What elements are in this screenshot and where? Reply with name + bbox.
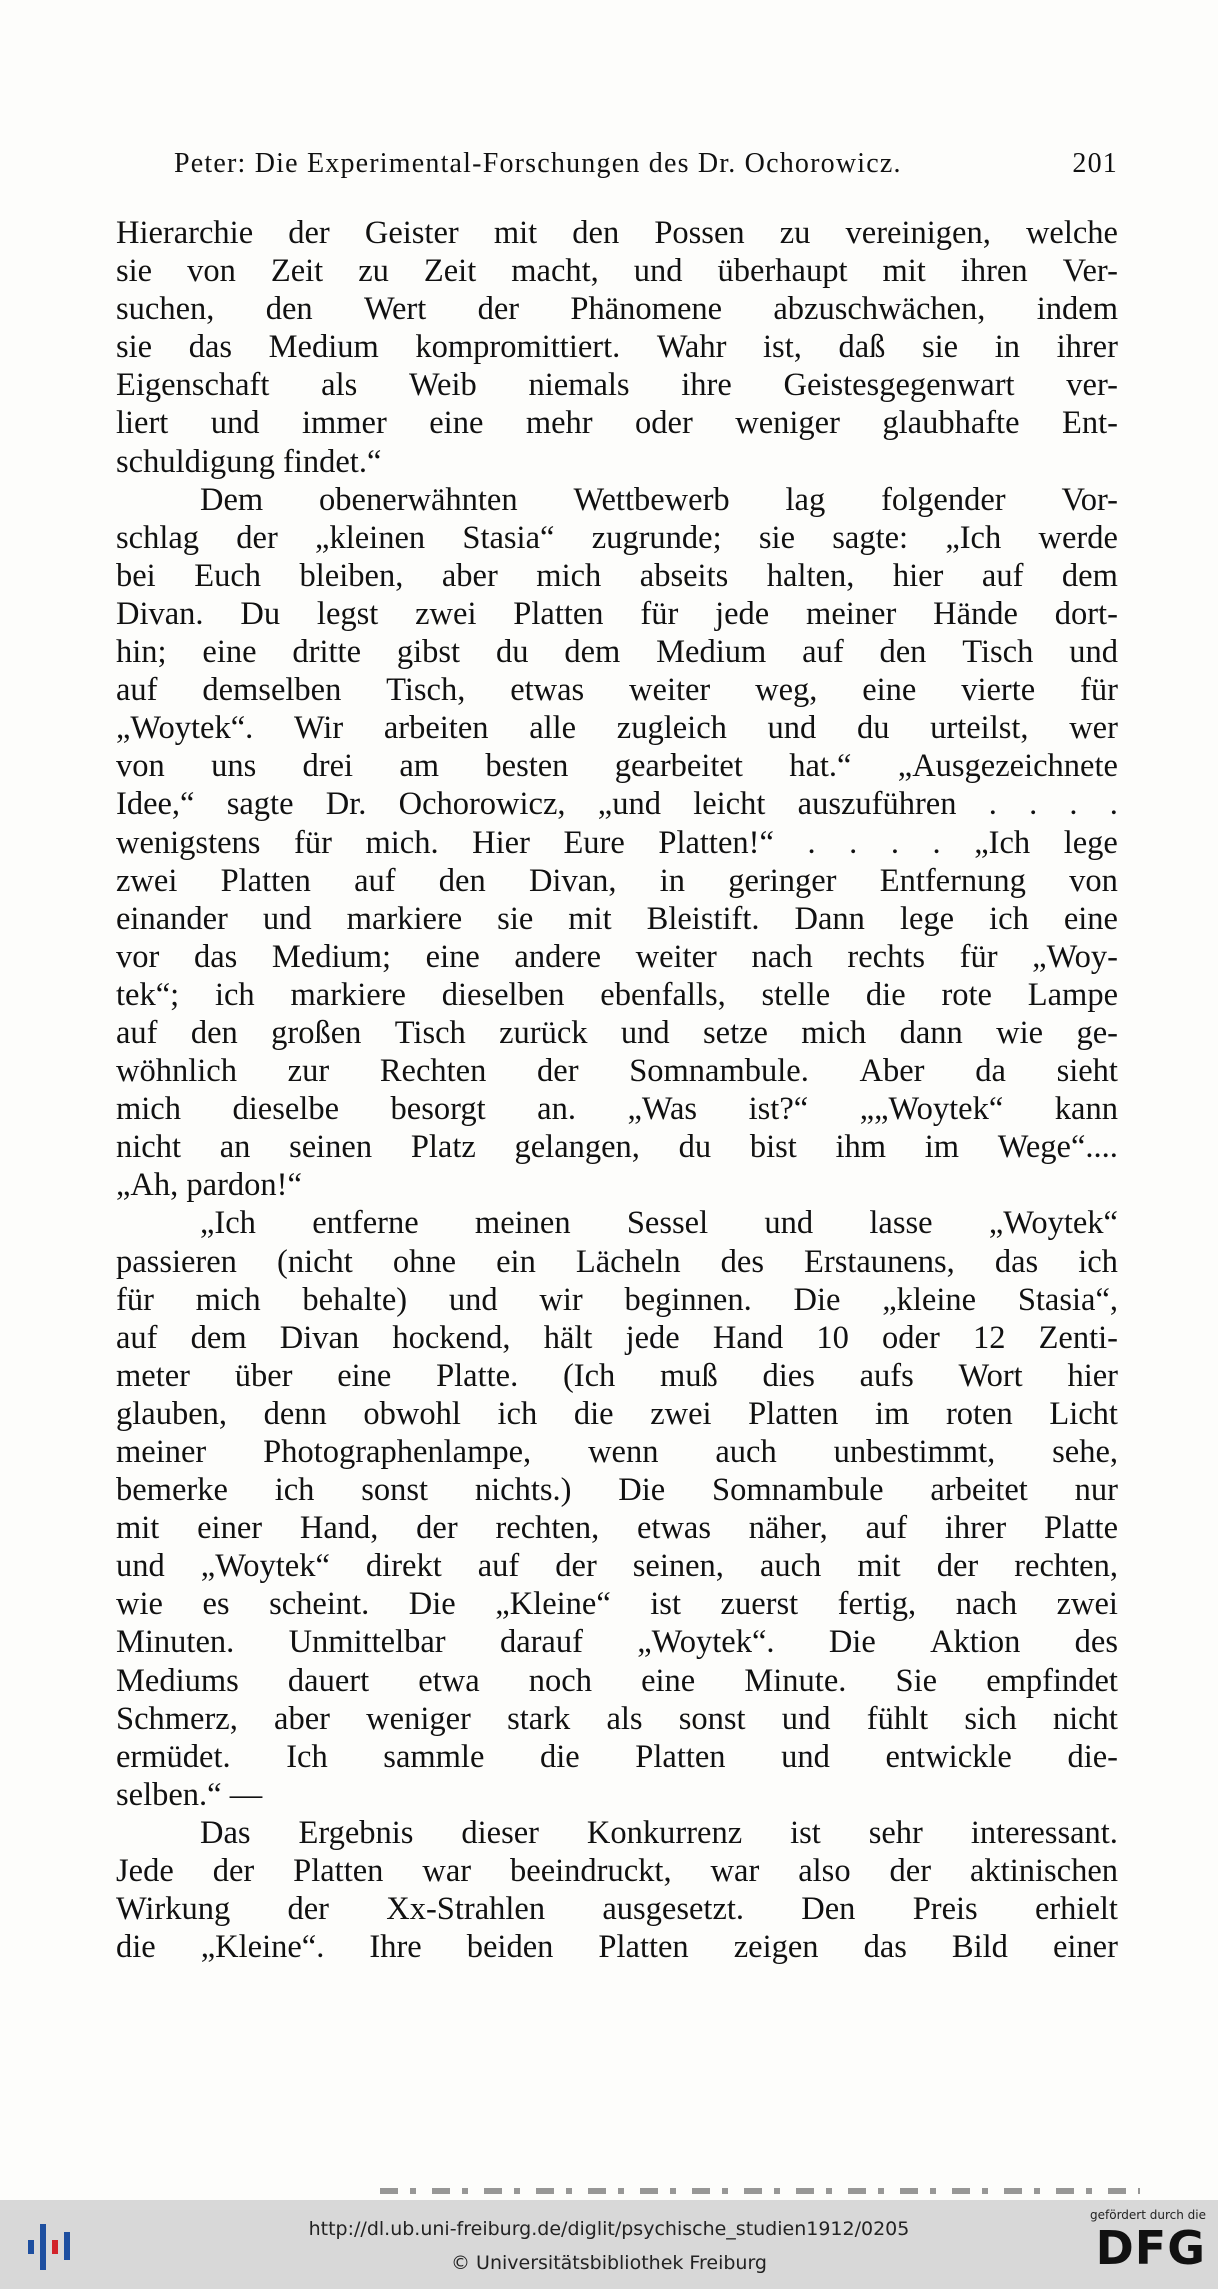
funding-note: gefördert durch die	[1090, 2208, 1206, 2222]
text-line: bei Euch bleiben, aber mich abseits halten, hier auf dem	[116, 557, 1118, 594]
text-line: zwei Platten auf den Divan, in geringer Entfernung von	[116, 862, 1118, 899]
text-line: liert und immer eine mehr oder weniger glaubhafte Ent-	[116, 405, 1118, 442]
text-line: schlag der „kleinen Stasia“ zugrunde; sie sagte: „Ich werde	[116, 519, 1118, 556]
text-line: wie es scheint. Die „Kleine“ ist zuerst fertig, nach zwei	[116, 1586, 1118, 1623]
text-line: sie das Medium kompromittiert. Wahr ist, daß sie in ihrer	[116, 329, 1118, 366]
text-line: Mediums dauert etwa noch eine Minute. Sie empfindet	[116, 1662, 1118, 1699]
text-line: einander und markiere sie mit Bleistift. Dann lege ich eine	[116, 900, 1118, 937]
text-line: Jede der Platten war beeindruckt, war also der aktinischen	[116, 1853, 1118, 1890]
body-text	[116, 214, 1118, 1966]
text-line: ermüdet. Ich sammle die Platten und entwickle die-	[116, 1738, 1118, 1775]
text-line: von uns drei am besten gearbeitet hat.“ „Ausgezeichnete	[116, 748, 1118, 785]
text-line: „Ah, pardon!“	[116, 1167, 302, 1204]
text-line: passieren (nicht ohne ein Lächeln des Erstaunens, das ich	[116, 1243, 1118, 1280]
document-url[interactable]: http://dl.ub.uni-freiburg.de/diglit/psychische_studien1912/0205	[308, 2218, 910, 2240]
text-line: auf dem Divan hockend, hält jede Hand 10 oder 12 Zenti-	[116, 1319, 1118, 1356]
text-line: bemerke ich sonst nichts.) Die Somnambule arbeitet nur	[116, 1472, 1118, 1509]
text-line: wenigstens für mich. Hier Eure Platten!“ . . . . „Ich lege	[116, 824, 1118, 861]
text-line: sie von Zeit zu Zeit macht, und überhaupt mit ihren Ver-	[116, 253, 1118, 290]
dfg-logo	[1066, 2208, 1206, 2284]
text-line: Minuten. Unmittelbar darauf „Woytek“. Die Aktion des	[116, 1624, 1118, 1661]
running-header	[174, 148, 1118, 180]
viewer-footer	[0, 2200, 1218, 2289]
text-line: nicht an seinen Platz gelangen, du bist ihm im Wege“....	[116, 1129, 1118, 1166]
page-number: 201	[1072, 148, 1118, 179]
text-line: und „Woytek“ direkt auf der seinen, auch mit der rechten,	[116, 1548, 1118, 1585]
text-line: Schmerz, aber weniger stark als sonst und fühlt sich nicht	[116, 1700, 1118, 1737]
scan-edge-artifact	[380, 2188, 1140, 2194]
text-line: für mich behalte) und wir beginnen. Die „kleine Stasia“,	[116, 1281, 1118, 1318]
text-line: selben.“ —	[116, 1776, 263, 1813]
text-line: meiner Photographenlampe, wenn auch unbestimmt, sehe,	[116, 1434, 1118, 1470]
running-title: Peter: Die Experimental-Forschungen des Dr. Ochorowicz.	[174, 148, 902, 179]
text-line: wöhnlich zur Rechten der Somnambule. Aber da sieht	[116, 1053, 1118, 1090]
text-line: Eigenschaft als Weib niemals ihre Geistesgegenwart ver-	[116, 367, 1118, 404]
text-line: auf demselben Tisch, etwas weiter weg, eine vierte für	[116, 672, 1118, 709]
copyright-notice: © Universitätsbibliothek Freiburg	[451, 2252, 767, 2274]
text-line: tek“; ich markiere dieselben ebenfalls, stelle die rote Lampe	[116, 976, 1118, 1013]
text-line: hin; eine dritte gibst du dem Medium auf den Tisch und	[116, 634, 1118, 671]
text-line: meter über eine Platte. (Ich muß dies aufs Wort hier	[116, 1357, 1118, 1394]
text-line: auf den großen Tisch zurück und setze mich dann wie ge-	[116, 1014, 1118, 1051]
text-line: Das Ergebnis dieser Konkurrenz ist sehr interessant.	[200, 1814, 1118, 1851]
dfg-logo-text: DFG	[1095, 2221, 1206, 2275]
text-line: Hierarchie der Geister mit den Possen zu vereinigen, welche	[116, 215, 1118, 251]
text-line: vor das Medium; eine andere weiter nach rechts für „Woy-	[116, 938, 1118, 975]
text-line: Idee,“ sagte Dr. Ochorowicz, „und leicht auszuführen . . . .	[116, 786, 1118, 823]
text-line: glauben, denn obwohl ich die zwei Platten im roten Licht	[116, 1395, 1118, 1432]
text-line: die „Kleine“. Ihre beiden Platten zeigen das Bild einer	[116, 1929, 1118, 1966]
text-line: schuldigung findet.“	[116, 443, 382, 480]
text-line: „Ich entferne meinen Sessel und lasse „Woytek“	[200, 1205, 1118, 1242]
text-line: mich dieselbe besorgt an. „Was ist?“ „„Woytek“ kann	[116, 1091, 1118, 1128]
text-line: Wirkung der Xx-Strahlen ausgesetzt. Den Preis erhielt	[116, 1891, 1118, 1928]
text-line: „Woytek“. Wir arbeiten alle zugleich und du urteilst, wer	[116, 710, 1118, 747]
text-line: suchen, den Wert der Phänomene abzuschwächen, indem	[116, 291, 1118, 328]
text-line: Dem obenerwähnten Wettbewerb lag folgender Vor-	[200, 481, 1118, 518]
text-line: mit einer Hand, der rechten, etwas näher, auf ihrer Platte	[116, 1510, 1118, 1547]
text-line: Divan. Du legst zwei Platten für jede meiner Hände dort-	[116, 595, 1118, 632]
